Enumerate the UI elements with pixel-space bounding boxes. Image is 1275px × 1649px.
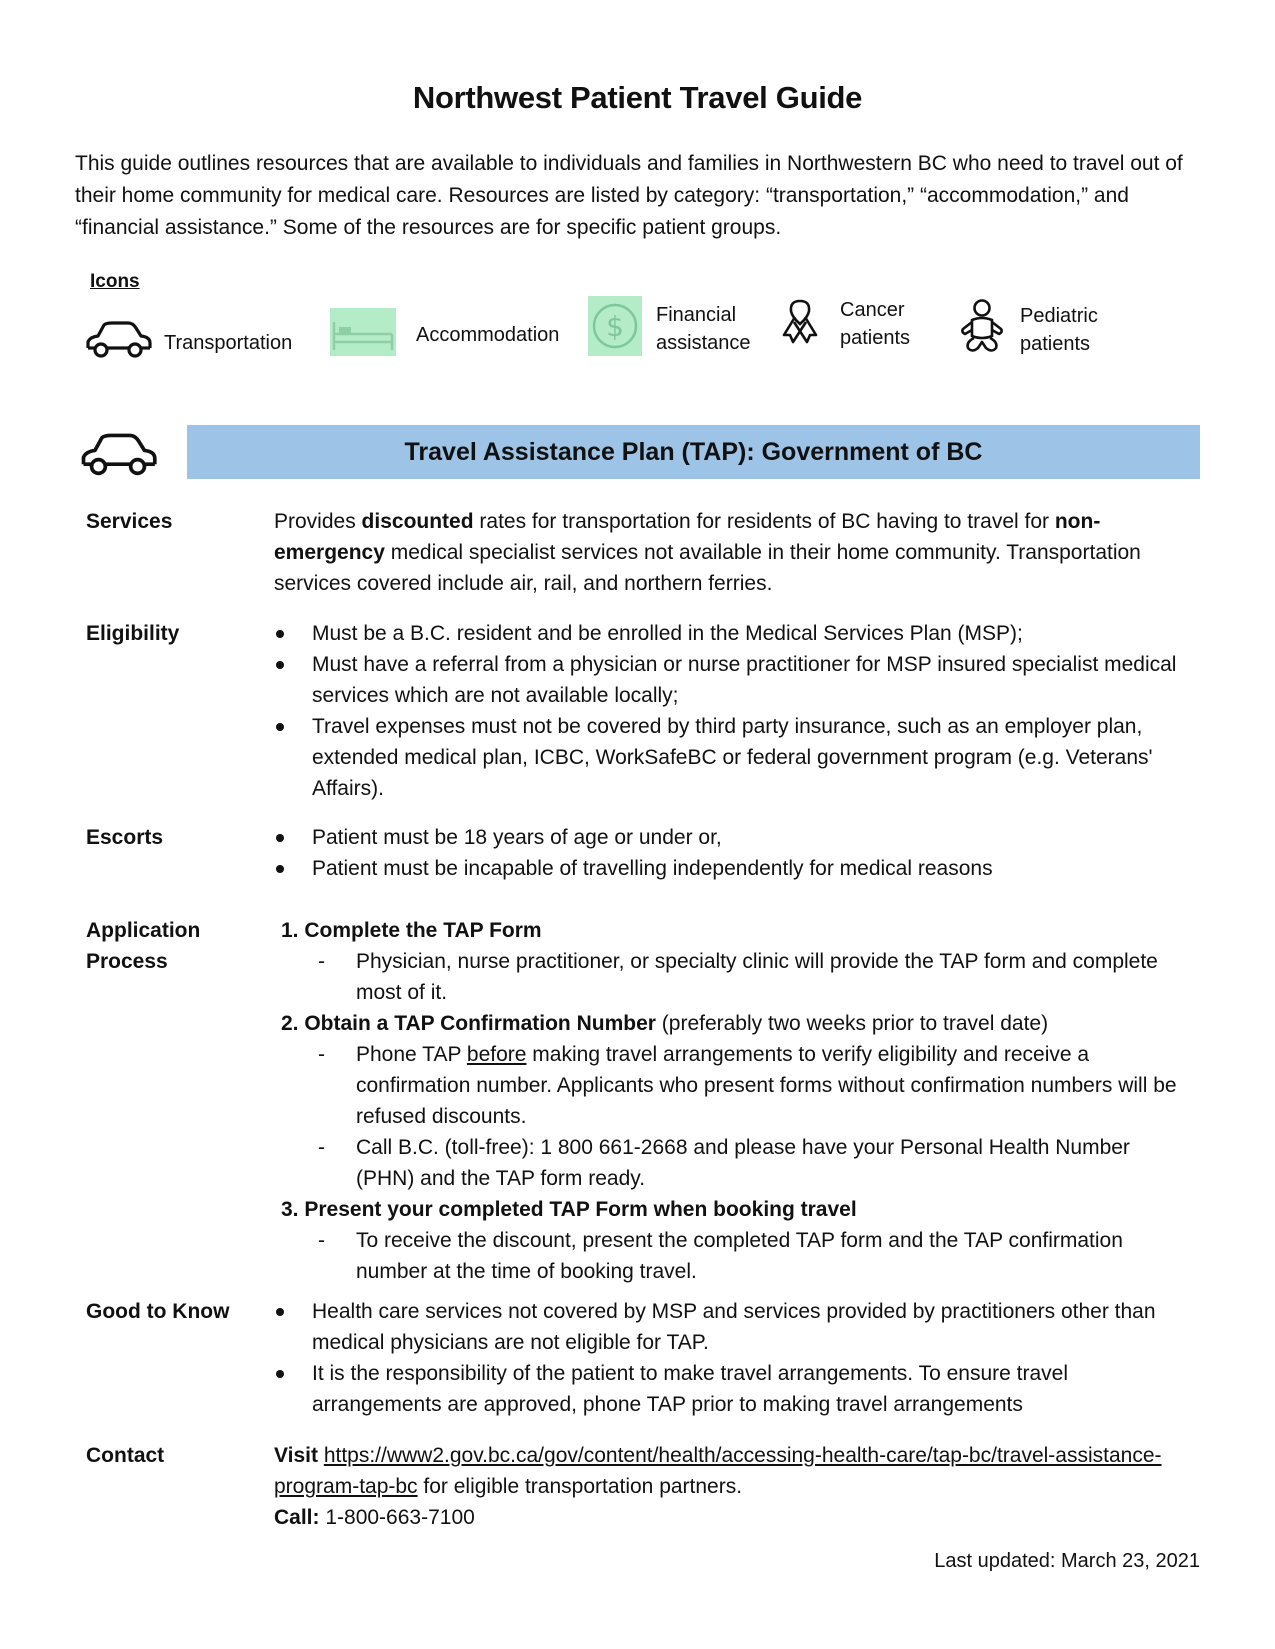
escorts-item: Patient must be incapable of travelling independently for medical reasons: [274, 853, 1184, 884]
legend-cancer-label-2: patients: [840, 327, 911, 349]
svg-text:$: $: [606, 310, 624, 343]
step-2-detail-underlined: before: [466, 1043, 527, 1066]
legend-financial-label-1: Financial: [656, 303, 737, 326]
legend-transportation-label: Transportation: [164, 331, 293, 354]
escorts-content: [274, 822, 1184, 884]
icons-heading: Icons: [90, 271, 140, 292]
page-title: Northwest Patient Travel Guide: [412, 80, 863, 115]
step-2-detail-text-b: making travel arrangements to verify eligibility and receive a confirmation number. Applicants who present forms without confirmation numbers will be refused discounts.: [356, 1043, 1177, 1128]
car-icon: [82, 320, 154, 365]
baby-icon: [958, 298, 1006, 361]
legend-pediatric-label-2: patients: [1020, 332, 1091, 355]
application-label: [86, 915, 200, 977]
legend-accommodation-label: Accommodation: [416, 323, 560, 346]
services-label: Services: [86, 510, 173, 533]
legend-financial-assistance: [588, 296, 751, 361]
section-heading: [187, 425, 1200, 479]
contact-label: Contact: [86, 1444, 165, 1467]
section-heading-text: Travel Assistance Plan (TAP): Government of BC: [404, 437, 983, 466]
bed-icon: [330, 308, 396, 361]
application-step-2-title: [274, 1008, 1184, 1039]
application-step-1-title: 1. Complete the TAP Form: [281, 919, 542, 942]
application-step-3-detail: - To receive the discount, present the completed TAP form and the TAP confirmation number at the time of booking travel.: [274, 1225, 1184, 1287]
services-text-2: rates for transportation for residents of BC having to travel for: [473, 510, 1055, 533]
application-label-line-1: Application: [86, 919, 201, 942]
contact-call-label: Call:: [274, 1506, 320, 1529]
ribbon-icon: [780, 297, 820, 352]
application-step-3-title: 3. Present your completed TAP Form when booking travel: [281, 1198, 857, 1221]
application-step-2-detail: - Call B.C. (toll-free): 1 800 661-2668 and please have your Personal Health Number (PHN) and the TAP form ready.: [274, 1132, 1184, 1194]
legend-transportation: [82, 320, 292, 365]
services-bold-discounted: discounted: [361, 510, 474, 533]
tap-website-link[interactable]: https://www2.gov.bc.ca/gov/content/health/accessing-health-care/tap-bc/travel-assistance-program-tap-bc: [274, 1444, 1162, 1498]
last-updated: Last updated: March 23, 2021: [934, 1550, 1200, 1572]
eligibility-item: Travel expenses must not be covered by third party insurance, such as an employer plan, extended medical plan, ICBC, WorkSafeBC or federal government program (e.g. Veterans' Affairs).: [274, 711, 1184, 804]
application-step-2-title-text: 2. Obtain a TAP Confirmation Number: [281, 1012, 656, 1035]
contact-phone-number: 1-800-663-7100: [319, 1506, 475, 1529]
good-to-know-label: Good to Know: [86, 1300, 230, 1323]
legend-pediatric-patients: [958, 298, 1098, 361]
section-car-icon: [76, 432, 160, 483]
contact-visit-suffix: for eligible transportation partners.: [417, 1475, 743, 1498]
application-step-2-note: (preferably two weeks prior to travel date): [655, 1012, 1049, 1035]
services-text-3: medical specialist services not available in their home community. Transportation services covered include air, rail, and northern ferries.: [274, 541, 1141, 595]
services-content: [274, 506, 1184, 599]
eligibility-content: [274, 618, 1184, 804]
escorts-item: Patient must be 18 years of age or under or,: [274, 822, 1184, 853]
application-label-line-2: Process: [86, 950, 168, 973]
eligibility-item: Must have a referral from a physician or nurse practitioner for MSP insured specialist medical services which are not available locally;: [274, 649, 1184, 711]
application-step-1-detail: - Physician, nurse practitioner, or specialty clinic will provide the TAP form and complete most of it.: [274, 946, 1184, 1008]
good-to-know-item: It is the responsibility of the patient to make travel arrangements. To ensure travel arrangements are approved, phone TAP prior to making travel arrangements: [274, 1358, 1184, 1420]
legend-financial-label-2: assistance: [656, 331, 751, 354]
legend-accommodation: [330, 308, 559, 361]
eligibility-item: Must be a B.C. resident and be enrolled in the Medical Services Plan (MSP);: [274, 618, 1184, 649]
good-to-know-item: Health care services not covered by MSP and services provided by practitioners other than medical physicians are not eligible for TAP.: [274, 1296, 1184, 1358]
contact-visit-label: Visit: [274, 1444, 318, 1467]
contact-content: [274, 1440, 1184, 1533]
services-bold-non-emergency: non-emergency: [274, 510, 1101, 564]
legend-cancer-patients: [780, 296, 910, 352]
dollar-icon: [588, 296, 642, 361]
good-to-know-content: [274, 1296, 1184, 1420]
escorts-label: Escorts: [86, 826, 164, 849]
services-text-1: Provides: [274, 510, 362, 533]
application-step-2-detail: [274, 1039, 1184, 1132]
intro-paragraph: This guide outlines resources that are available to individuals and families in Northwestern BC who need to travel out of their home community for medical care. Resources are listed by category: “transportation,” “accommodation,” and “financial assistance.” Some of the resources are for specific patient groups.: [75, 152, 1183, 239]
legend-pediatric-label-1: Pediatric: [1020, 304, 1098, 327]
step-2-detail-text-a: Phone TAP: [356, 1043, 467, 1066]
eligibility-label: Eligibility: [86, 622, 180, 645]
application-content: [274, 915, 1184, 1287]
legend-cancer-label-1: Cancer: [840, 299, 905, 321]
